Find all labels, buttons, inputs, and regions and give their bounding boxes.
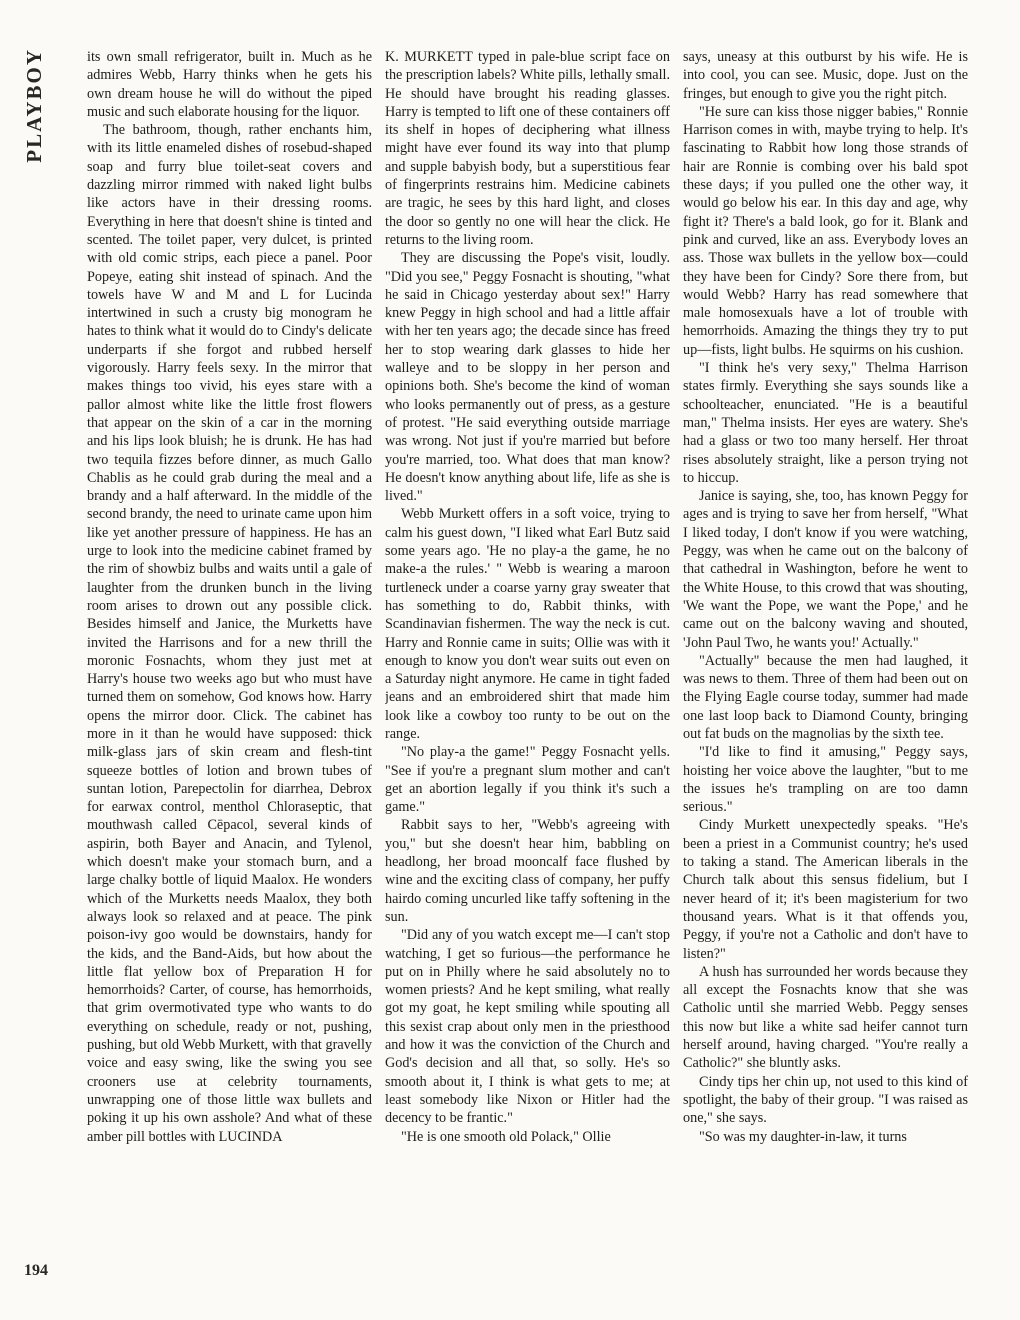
paragraph: "So was my daughter-in-law, it turns bbox=[699, 1128, 907, 1145]
paragraph: K. MURKETT typed in pale-blue script face on the prescription labels? White pills, lethally small. He should have brought his reading glasses. Harry is tempted to lift one of these containers off its shelf in hopes of deciphering what illness might have ever found its way into that plump and supple babyish body, but a superstitious fear of fingerprints restrains him. Medicine cabinets are tragic, he sees by this hard light, and closes the door so gently no one will hear the click. He returns to the living room. bbox=[385, 49, 670, 248]
paragraph: "He sure can kiss those nigger babies," Ronnie Harrison comes in with, maybe trying to help. It's fascinating to Rabbit how long those strands of hair are Ronnie is combing over his bald spot these days; if you pulled one the other way, it would go below his ear. In this day and age, why fight it? There's a bald look, go for it. Blank and pink and curved, like an ass. Everybody loves an ass. Those wax bullets in the yellow box—could they have been for Cindy? Sore there from, but would Webb? Harry has read somewhere that male homosexuals have a lot of trouble with hemorrhoids. Amazing the things they try to put up—fists, light bulbs. He squirms on his cushion. bbox=[683, 103, 968, 358]
paragraph: "No play-a the game!" Peggy Fosnacht yells. "See if you're a pregnant slum mother and can't get an abortion legally if you think it's such a game." bbox=[385, 744, 670, 816]
paragraph: Janice is saying, she, too, has known Peggy for ages and is trying to save her from herself, "What I liked today, I don't know if you were watching, Peggy, was when he came out on the balcony of that cathedral in Washington, before he went to the White House, to this crowd that was shouting, 'We want the Pope, we want the Pope,' and he came out on the balcony waving and shouted, 'John Paul Two, he wants you!' Actually." bbox=[683, 488, 968, 651]
paragraph: They are discussing the Pope's visit, loudly. "Did you see," Peggy Fosnacht is shouting, "what he said in Chicago yesterday about sex!" Harry knew Peggy in high school and had a little affair with her ten years ago; the decade since has freed her to stop wearing dark glasses to hide her walleye and to be sloppy in her person and opinions both. She's become the kind of woman who looks permanently out of press, as a gesture of protest. "He said everything outside marriage was wrong. Not just if you're married but before you're married, too. What does that man know? He doesn't know anything about life, life as she is lived." bbox=[385, 250, 670, 505]
paragraph: "I think he's very sexy," Thelma Harrison states firmly. Everything she says sounds like a schoolteacher, enunciated. "He is a beautiful man," Thelma insists. Her eyes are watery. She's had a glass or two too many herself. Her throat rises absolutely straight, like a person trying not to hiccup. bbox=[683, 360, 968, 486]
text-column-3 bbox=[683, 48, 968, 1298]
paragraph: its own small refrigerator, built in. Much as he admires Webb, Harry thinks when he gets his own dream house he will do without the piped music and such elaborate housing for the liquor. bbox=[87, 49, 372, 120]
paragraph: Webb Murkett offers in a soft voice, trying to calm his guest down, "I liked what Earl Butz said some years ago. 'He no play-a the game, he no make-a the rules.' " Webb is wearing a maroon turtleneck under a coarse yarny gray sweater that has something to do, Rabbit thinks, with Scandinavian fishermen. The way the neck is cut. Harry and Ronnie came in suits; Ollie was with it enough to know you don't wear suits out even on a Saturday night anymore. He came in tight faded jeans and an embroidered shirt that made him look like a cowboy too runty to be out on the range. bbox=[385, 506, 670, 742]
paragraph: says, uneasy at this outburst by his wife. He is into cool, you can see. Music, dope. Just on the fringes, but enough to give you the right pitch. bbox=[683, 49, 968, 102]
paragraph: "I'd like to find it amusing," Peggy says, hoisting her voice above the laughter, "but to me the issues he's trampling on are too damn serious." bbox=[683, 744, 968, 816]
paragraph: "Did any of you watch except me—I can't stop watching, I get so furious—the performance he put on in Philly where he said absolutely no to women priests? And he kept smiling, what really got my goat, he kept smiling while spouting all this sexist crap about only men in the priesthood and how it was the conviction of the Church and God's decision and all that, so solly. He's so smooth about it, I think is what gets to me; at least somebody like Nixon or Hitler had the decency to be frantic." bbox=[385, 927, 670, 1127]
paragraph: Cindy tips her chin up, not used to this kind of spotlight, the baby of their group. "I was raised as one," she says. bbox=[683, 1073, 968, 1127]
magazine-name: PLAYBOY bbox=[22, 48, 46, 163]
paragraph: "Actually" because the men had laughed, it was news to them. Three of them had been out on the Flying Eagle course today, summer had made one last loop back to Diamond County, bringing out fat buds on the magnolias by the sixth tee. bbox=[683, 652, 968, 742]
paragraph: A hush has surrounded her words because they all except the Fosnachts know that she was Catholic until she married Webb. Peggy senses this now but like a white sad heifer cannot turn herself around, having charged. "You're really a Catholic?" she bluntly asks. bbox=[683, 963, 968, 1072]
paragraph: The bathroom, though, rather enchants him, with its little enameled dishes of rosebud-shaped soap and furry blue toilet-seat covers and dazzling mirror rimmed with naked light bulbs like actors have in their dressing rooms. Everything in here that doesn't shine is tinted and scented. The toilet paper, very dulcet, is printed with old comic strips, each piece a panel. Poor Popeye, eating shit instead of spinach. And the towels have W and M and L for Lucinda intertwined in such a crusty big monogram he hates to think what it would do to Cindy's delicate underparts if she forgot and rubbed herself vigorously. Harry feels sexy. In the mirror that makes things too vivid, his eyes stare with a pallor almost white like the little frost flowers that appear on the skin of a car in the morning and his lips look bluish; he is drunk. He has had two tequila fizzes before dinner, as much Gallo Chablis as he could grab during the meal and a brandy and a half afterward. In the middle of the second brandy, the need to urinate came upon him like yet another pressure of happiness. He has an urge to look into the medicine cabinet framed by the rim of showbiz bulbs and waits until a gale of laughter from the drunken bunch in the living room arises to drown out any possible click. Besides himself and Janice, the Murketts have invited the Harrisons and for a new thrill the moronic Fosnachts, whom they just met at Harry's house two weeks ago but who must have turned them on somehow, God knows how. Harry opens the mirror door. Click. The cabinet has more in it than he would have supposed: thick milk-glass jars of skin cream and flesh-tint squeeze bottles of lotion and brown tubes of suntan lotion, Parepectolin for diarrhea, Debrox for earwax control, menthol Chloraseptic, that mouthwash called Cēpacol, several kinds of aspirin, both Bayer and Anacin, and Tylenol, which doesn't make your stomach burn, and a large chalky bottle of liquid Maalox. He wonders which of the Murketts needs Maalox, they both always look so relaxed and at peace. The pink poison-ivy goo would be downstairs, handy for the kids, and the Band-Aids, but how about the little flat yellow box of Preparation H for hemorrhoids? Carter, of course, has hemorrhoids, that grim overmotivated type who wants to do everything on schedule, ready or not, pushing, pushing, but old Webb Murkett, with that gravelly voice and easy swing, like the swing you see crooners use at celebrity tournaments, unwrapping one of those little wax bullets and poking it up his own asshole? And what of these amber pill bottles with LUCINDA bbox=[87, 122, 372, 1145]
paragraph: Rabbit says to her, "Webb's agreeing with you," but she doesn't hear him, babbling on headlong, her broad mooncalf face flushed by wine and the exciting class of company, her puffy hairdo coming uncurled like taffy softening in the sun. bbox=[385, 817, 670, 925]
text-column-2 bbox=[385, 48, 670, 1298]
page-number: 194 bbox=[24, 1262, 48, 1279]
paragraph: Cindy Murkett unexpectedly speaks. "He's been a priest in a Communist country; he's used to taking a stand. The American liberals in the Church talk about this sensus fidelium, but I never heard of it; it's been magisterium for two thousand years. What is it that offends you, Peggy, if you're not a Catholic and don't have to listen?" bbox=[683, 817, 968, 962]
paragraph: "He is one smooth old Polack," Ollie bbox=[401, 1128, 611, 1145]
text-column-1 bbox=[87, 48, 372, 1298]
